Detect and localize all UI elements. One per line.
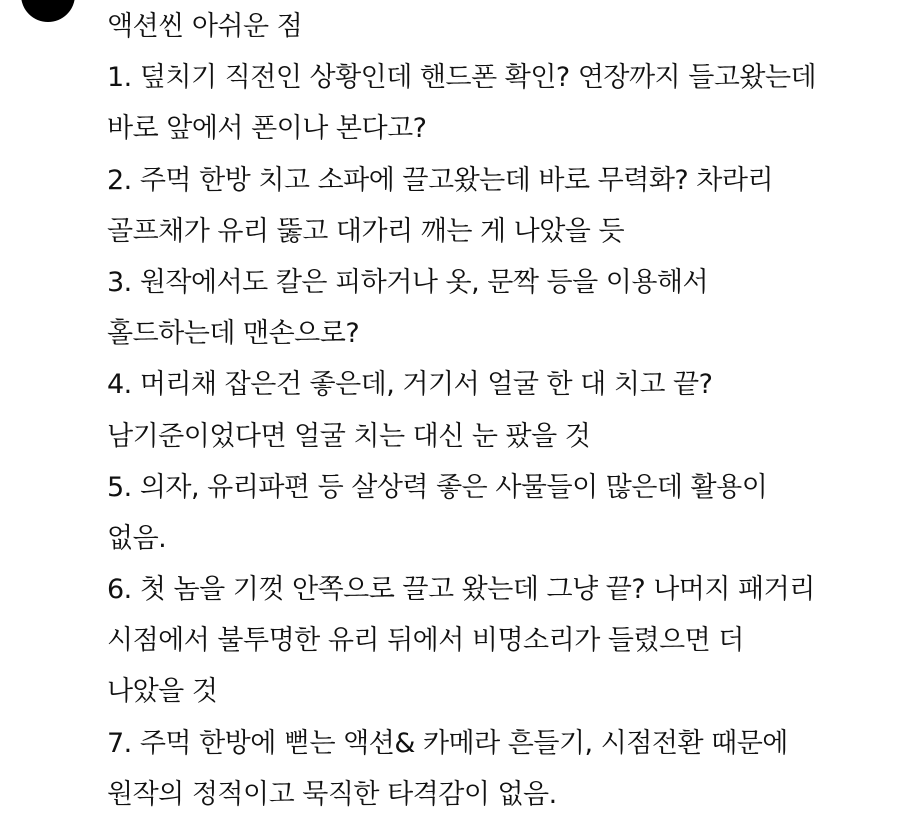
post-line: 6. 첫 놈을 기껏 안쪽으로 끌고 왔는데 그냥 끝? 나머지 패거리 — [107, 574, 815, 606]
post-line: 원작의 정적이고 묵직한 타격감이 없음. — [107, 778, 557, 810]
post-line: 1. 덮치기 직전인 상황인데 핸드폰 확인? 연장까지 들고왔는데 — [107, 62, 817, 94]
post-body — [107, 1, 880, 820]
post-line: 바로 앞에서 폰이나 본다고? — [107, 113, 427, 145]
post-line: 홀드하는데 맨손으로? — [107, 318, 360, 350]
post-line: 2. 주먹 한방 치고 소파에 끌고왔는데 바로 무력화? 차라리 — [107, 164, 774, 196]
post-title: 액션씬 아쉬운 점 — [107, 11, 303, 42]
post-line: 남기준이었다면 얼굴 치는 대신 눈 팠을 것 — [107, 420, 591, 452]
post-line: 골프채가 유리 뚫고 대가리 깨는 게 나았을 듯 — [107, 215, 625, 247]
post-line: 4. 머리채 잡은건 좋은데, 거기서 얼굴 한 대 치고 끝? — [107, 369, 713, 401]
post-line: 5. 의자, 유리파편 등 살상력 좋은 사물들이 많은데 활용이 — [107, 471, 768, 503]
post-line: 3. 원작에서도 칼은 피하거나 옷, 문짝 등을 이용해서 — [107, 266, 709, 298]
post-line: 나았을 것 — [107, 676, 218, 708]
post-line: 7. 주먹 한방에 뻗는 액션& 카메라 흔들기, 시점전환 때문에 — [107, 727, 788, 759]
post-line: 없음. — [107, 522, 167, 554]
avatar[interactable] — [21, 0, 75, 22]
post-line: 시점에서 불투명한 유리 뒤에서 비명소리가 들렸으면 더 — [107, 625, 744, 657]
